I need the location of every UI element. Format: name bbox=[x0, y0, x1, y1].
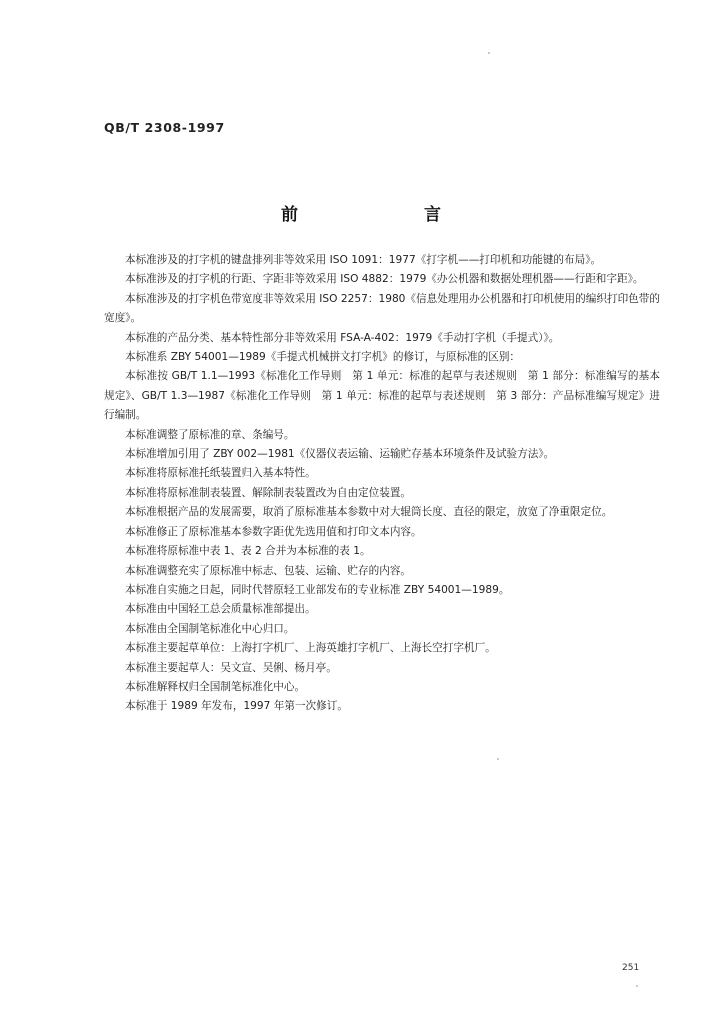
paragraph: 本标准涉及的打字机的行距、字距非等效采用 ISO 4882：1979《办公机器和数据处理机器——行距和字距》。 bbox=[125, 273, 644, 286]
scan-speck bbox=[488, 52, 490, 54]
paragraph: 本标准主要起草单位：上海打字机厂、上海英雄打字机厂、上海长空打字机厂。 bbox=[125, 642, 496, 655]
paragraph: 本标准修正了原标准基本参数字距优先选用值和打印文本内容。 bbox=[125, 525, 422, 538]
scan-speck bbox=[636, 985, 638, 987]
paragraph: 本标准调整了原标准的章、条编号。 bbox=[125, 428, 295, 441]
paragraph: 本标准涉及的打字机的键盘排列非等效采用 ISO 1091：1977《打字机——打印机和功能键的布局》。 bbox=[125, 254, 602, 266]
paragraph: 本标准主要起草人：吴文宣、吴俐、杨月亭。 bbox=[125, 661, 337, 674]
paragraph: 本标准将原标准制表装置、解除制表装置改为自由定位装置。 bbox=[125, 486, 412, 499]
paragraph: 本标准于 1989 年发布，1997 年第一次修订。 bbox=[125, 700, 348, 713]
paragraph: 本标准由全国制笔标准化中心归口。 bbox=[125, 622, 295, 635]
paragraph: 本标准将原标准托纸装置归入基本特性。 bbox=[125, 467, 316, 480]
paragraph: 本标准将原标准中表 1、表 2 合并为本标准的表 1。 bbox=[125, 545, 371, 558]
standard-code: QB/T 2308-1997 bbox=[104, 120, 225, 135]
paragraph: 本标准的产品分类、基本特性部分非等效采用 FSA-A-402：1979《手动打字机（手提式）》。 bbox=[125, 331, 560, 344]
paragraph: 本标准根据产品的发展需要，取消了原标准基本参数中对大辊筒长度、直径的限定，放宽了净重限定位。 bbox=[125, 506, 613, 519]
paragraph: 本标准解释权归全国制笔标准化中心。 bbox=[125, 680, 306, 693]
paragraph: 本标准由中国轻工总会质量标准部提出。 bbox=[125, 603, 316, 616]
paragraph: 本标准增加引用了 ZBY 002—1981《仪器仪表运输、运输贮存基本环境条件及试验方法》。 bbox=[125, 448, 555, 461]
paragraph: 本标准自实施之日起，同时代替原轻工业部发布的专业标准 ZBY 54001—1989。 bbox=[125, 583, 510, 596]
paragraph: 本标准调整充实了原标准中标志、包装、运输、贮存的内容。 bbox=[125, 564, 412, 577]
preface-body bbox=[104, 251, 660, 717]
scan-speck bbox=[497, 758, 499, 760]
paragraph: 本标准涉及的打字机色带宽度非等效采用 ISO 2257：1980《信息处理用办公机器和打印机使用的编织打印色带的宽度》。 bbox=[104, 292, 660, 325]
page-title: 前 言 bbox=[281, 205, 501, 225]
page-number: 251 bbox=[622, 963, 640, 973]
paragraph: 本标准按 GB/T 1.1—1993《标准化工作导则 第 1 单元：标准的起草与表述规则 第 1 部分：标准编写的基本规定》、GB/T 1.3—1987《标准化工作导则 第 1 单元：标准的起草与表述规则 第 3 部分：产品标准编写规定》进行编制。 bbox=[104, 370, 660, 422]
paragraph: 本标准系 ZBY 54001—1989《手提式机械拼文打字机》的修订，与原标准的区别： bbox=[125, 351, 521, 364]
